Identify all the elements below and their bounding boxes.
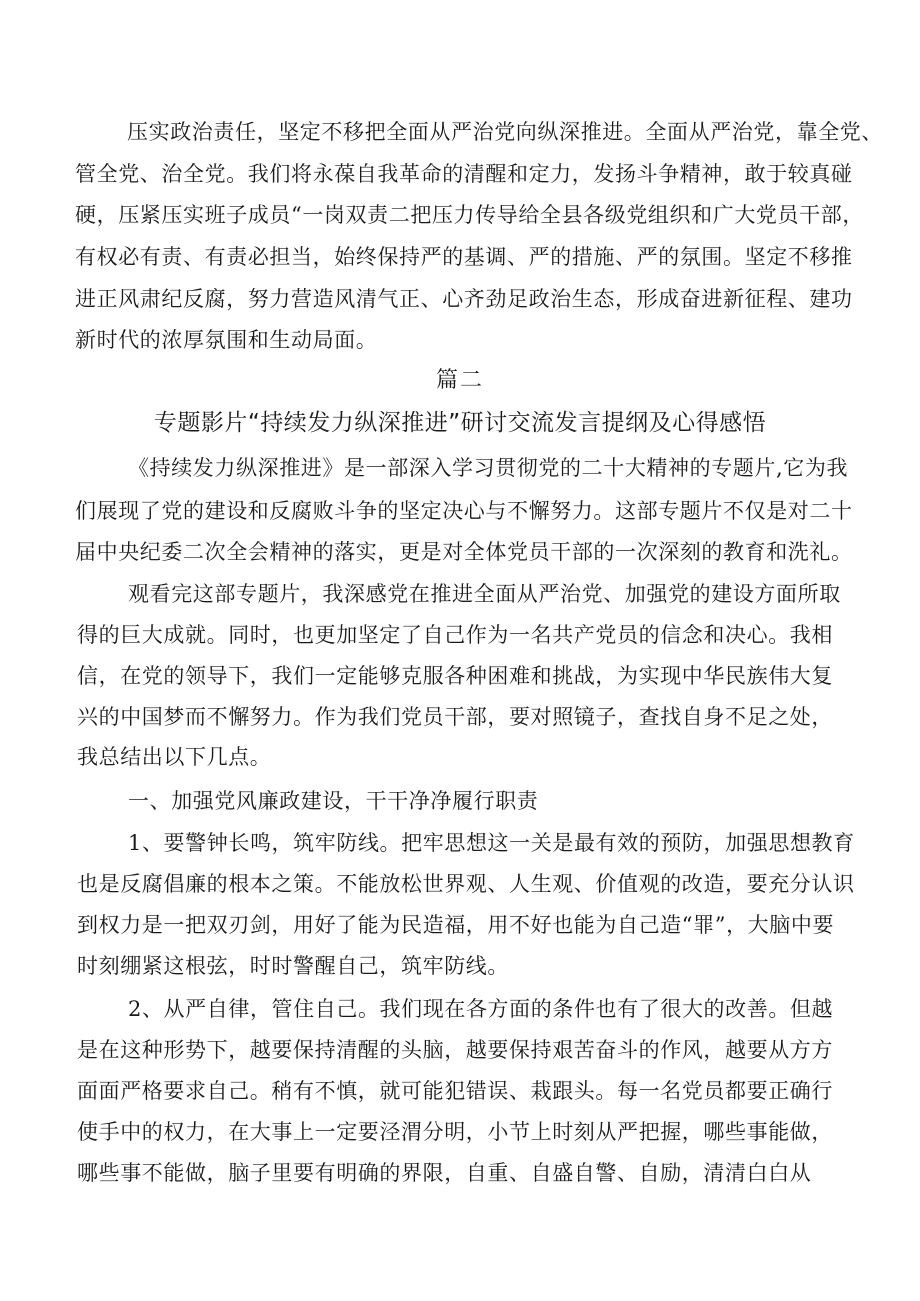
paragraph-line: 面面严格要求自己。稍有不慎，就可能犯错误、栽跟头。每一名党员都要正确行 — [77, 1079, 833, 1103]
paragraph-line: 哪些事不能做，脑子里要有明确的界限，自重、自盛自警、自励，清清白白从 — [77, 1161, 812, 1185]
intro-line: 新时代的浓厚氛围和生动局面。 — [75, 328, 378, 352]
paragraph-line: 1、要警钟长鸣，筑牢防线。把牢思想这一关是最有效的预防，加强思想教育 — [128, 831, 855, 855]
section-heading: 一、加强党风廉政建设，干干净净履行职责 — [128, 789, 539, 813]
paragraph-line: 2、从严自律，管住自己。我们现在各方面的条件也有了很大的改善。但越 — [128, 997, 834, 1021]
intro-line: 进正风肃纪反腐，努力营造风清气正、心齐劲足政治生态，形成奋进新征程、建功 — [75, 287, 853, 311]
paragraph-line: 们展现了党的建设和反腐败斗争的坚定决心与不懈努力。这部专题片不仅是对二十 — [75, 499, 853, 523]
paragraph-line: 我总结出以下几点。 — [77, 745, 272, 769]
paragraph-line: 到权力是一把双刃剑，用好了能为民造福，用不好也能为自己造“罪”，大脑中要 — [77, 913, 835, 937]
paragraph-line: 《持续发力纵深推进》是一部深入学习贯彻党的二十大精神的专题片,它为我 — [128, 456, 849, 480]
paragraph-line: 得的巨大成就。同时，也更加坚定了自己作为一名共产党员的信念和决心。我相 — [77, 623, 833, 647]
intro-line: 有权必有责、有责必担当，始终保持严的基调、严的措施、严的氛围。坚定不移推 — [75, 245, 853, 269]
document-title: 专题影片“持续发力纵深推进”研讨交流发言提纲及心得感悟 — [153, 410, 767, 436]
paragraph-line: 届中央纪委二次全会精神的落实，更是对全体党员干部的一次深刻的教育和洗礼。 — [75, 540, 853, 564]
paragraph-line: 使手中的权力，在大事上一定要泾渭分明，小节上时刻从严把握，哪些事能做， — [77, 1120, 833, 1144]
section-label: 篇二 — [435, 368, 484, 393]
intro-line: 压实政治责任，坚定不移把全面从严治党向纵深推进。全面从严治党，靠全党、 — [127, 120, 883, 144]
paragraph-line: 观看完这部专题片，我深感党在推进全面从严治党、加强党的建设方面所取 — [128, 582, 841, 606]
intro-line: 硬，压紧压实班子成员“一岗双责二把压力传导给全县各级党组织和广大党员干部， — [75, 203, 864, 227]
intro-line: 管全党、治全党。我们将永葆自我革命的清醒和定力，发扬斗争精神，敢于较真碰 — [75, 162, 853, 186]
paragraph-line: 也是反腐倡廉的根本之策。不能放松世界观、人生观、价值观的改造，要充分认识 — [77, 872, 855, 896]
paragraph-line: 信，在党的领导下，我们一定能够克服各种困难和挑战，为实现中华民族伟大复 — [77, 664, 833, 688]
paragraph-line: 时刻绷紧这根弦，时时警醒自己，筑牢防线。 — [77, 954, 509, 978]
paragraph-line: 兴的中国梦而不懈努力。作为我们党员干部，要对照镜子，查找自身不足之处， — [77, 705, 833, 729]
paragraph-line: 是在这种形势下，越要保持清醒的头脑，越要保持艰苦奋斗的作风，越要从方方 — [77, 1038, 833, 1062]
